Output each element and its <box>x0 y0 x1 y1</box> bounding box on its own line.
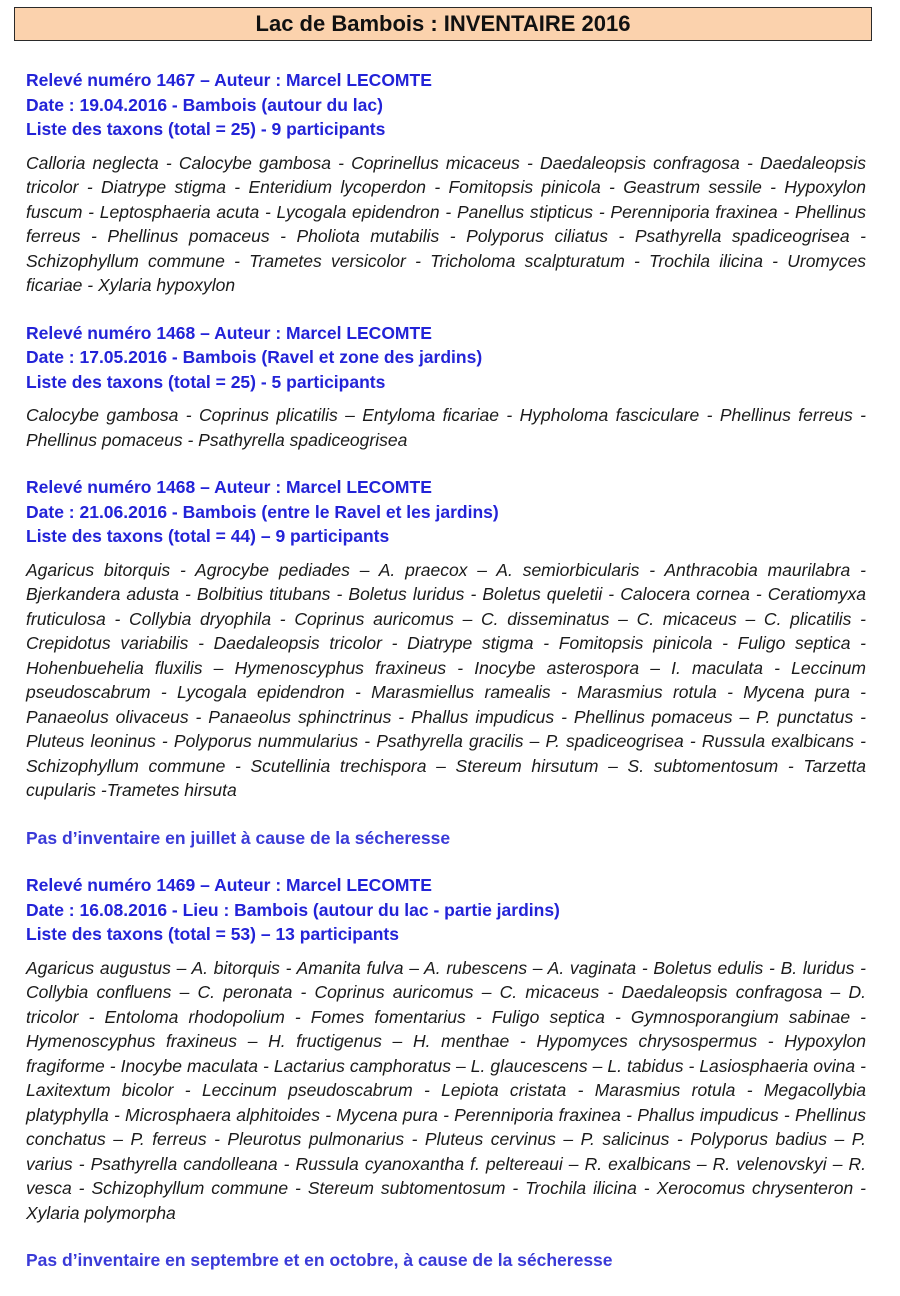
record-header-block <box>26 475 866 549</box>
record-1467 <box>26 68 866 298</box>
record-header: Relevé numéro 1467 – Auteur : Marcel LECOMTE <box>26 70 432 90</box>
record-header: Relevé numéro 1468 – Auteur : Marcel LECOMTE <box>26 322 432 343</box>
record-header-block <box>26 873 866 947</box>
record-1469 <box>26 873 866 1225</box>
record-taxa-list: Agaricus augustus – A. bitorquis - Amanita fulva – A. rubescens – A. vaginata - Boletus edulis - B. luridus - Collybia confluens – C. peronata - Coprinus auricomus – C. micaceus - Daedaleopsis confragosa – D. tricolor - Entoloma rhodopolium - Fomes fomentarius - Fuligo septica - Gymnosporangium sabinae - Hymenoscyphus fraxineus – H. fructigenus – H. menthae - Hypomyces chrysospermus - Hypoxylon fragiforme - Inocybe maculata - Lactarius camphoratus – L. glaucescens – L. tabidus - Lasiosphaeria ovina - Laxitextum bicolor - Leccinum pseudoscabrum - Lepiota cristata - Marasmius rotula - Megacollybia platyphylla - Microsphaera alphitoides - Mycena pura - Perenniporia fraxinea - Phallus impudicus - Phellinus conchatus – P. ferreus - Pleurotus pulmonarius - Pluteus cervinus – P. salicinus - Polyporus badius – P. varius - Psathyrella candolleana - Russula cyanoxantha f. peltereaui – R. exalbicans – R. velenovskyi – R. vesca - Schizophyllum commune - Stereum subtomentosum - Trochila ilicina - Xerocomus chrysenteron - Xylaria polymorpha <box>26 957 866 1223</box>
record-date: Date : 16.08.2016 - Lieu : Bambois (autour du lac - partie jardins) <box>26 899 560 920</box>
notice-autumn: Pas d’inventaire en septembre et en octobre, à cause de la sécheresse <box>26 1250 613 1270</box>
record-summary: Liste des taxons (total = 44) – 9 participants <box>26 526 390 546</box>
record-taxa-list: Calocybe gambosa - Coprinus plicatilis – Entyloma ficariae - Hypholoma fasciculare - Phellinus ferreus - Phellinus pomaceus - Psathyrella spadiceogrisea <box>26 405 866 450</box>
record-date: Date : 21.06.2016 - Bambois (entre le Ravel et les jardins) <box>26 501 499 522</box>
page-title: Lac de Bambois : INVENTAIRE 2016 <box>14 7 872 41</box>
record-header-block <box>26 321 866 395</box>
record-summary: Liste des taxons (total = 25) - 5 participants <box>26 371 386 392</box>
record-summary: Liste des taxons (total = 53) – 13 participants <box>26 924 399 944</box>
record-date: Date : 19.04.2016 - Bambois (autour du lac) <box>26 94 383 115</box>
record-1468-june <box>26 475 866 803</box>
record-taxa-list: Calloria neglecta - Calocybe gambosa - Coprinellus micaceus - Daedaleopsis confragosa - Daedaleopsis tricolor - Diatrype stigma - Enteridium lycoperdon - Fomitopsis pinicola - Geastrum sessile - Hypoxylon fuscum - Leptosphaeria acuta - Lycogala epidendron - Panellus stipticus - Perenniporia fraxinea - Phellinus ferreus - Phellinus pomaceus - Pholiota mutabilis - Polyporus ciliatus - Psathyrella spadiceogrisea - Schizophyllum commune - Trametes versicolor - Tricholoma scalpturatum - Trochila ilicina - Uromyces ficariae - Xylaria hypoxylon <box>26 152 866 295</box>
record-taxa-list: Agaricus bitorquis - Agrocybe pediades – A. praecox – A. semiorbicularis - Anthracobia maurilabra - Bjerkandera adusta - Bolbitius titubans - Boletus luridus - Boletus queletii - Calocera cornea - Ceratiomyxa fruticulosa - Collybia dryophila - Coprinus auricomus – C. disseminatus – C. micaceus – C. plicatilis - Crepidotus variabilis - Daedaleopsis tricolor - Diatrype stigma - Fomitopsis pinicola - Fuligo septica - Hohenbuehelia fluxilis – Hymenoscyphus fraxineus - Inocybe asterospora – I. maculata - Leccinum pseudoscabrum - Lycogala epidendron - Marasmiellus ramealis - Marasmius rotula - Mycena pura - Panaeolus olivaceus - Panaeolus sphinctrinus - Phallus impudicus - Phellinus pomaceus – P. punctatus - Pluteus leoninus - Polyporus nummularius - Psathyrella gracilis – P. spadiceogrisea - Russula exalbicans - Schizophyllum commune - Scutellinia trechispora – Stereum hirsutum – S. subtomentosum - Tarzetta cupularis -Trametes hirsuta <box>26 559 866 800</box>
record-header-block <box>26 68 866 142</box>
record-1468-may <box>26 321 866 453</box>
notice-july: Pas d’inventaire en juillet à cause de la sécheresse <box>26 827 451 848</box>
record-header: Relevé numéro 1469 – Auteur : Marcel LECOMTE <box>26 875 432 895</box>
record-header: Relevé numéro 1468 – Auteur : Marcel LECOMTE <box>26 477 432 497</box>
inventory-content <box>26 68 866 1296</box>
record-summary: Liste des taxons (total = 25) - 9 participants <box>26 119 386 139</box>
record-date: Date : 17.05.2016 - Bambois (Ravel et zone des jardins) <box>26 347 483 367</box>
